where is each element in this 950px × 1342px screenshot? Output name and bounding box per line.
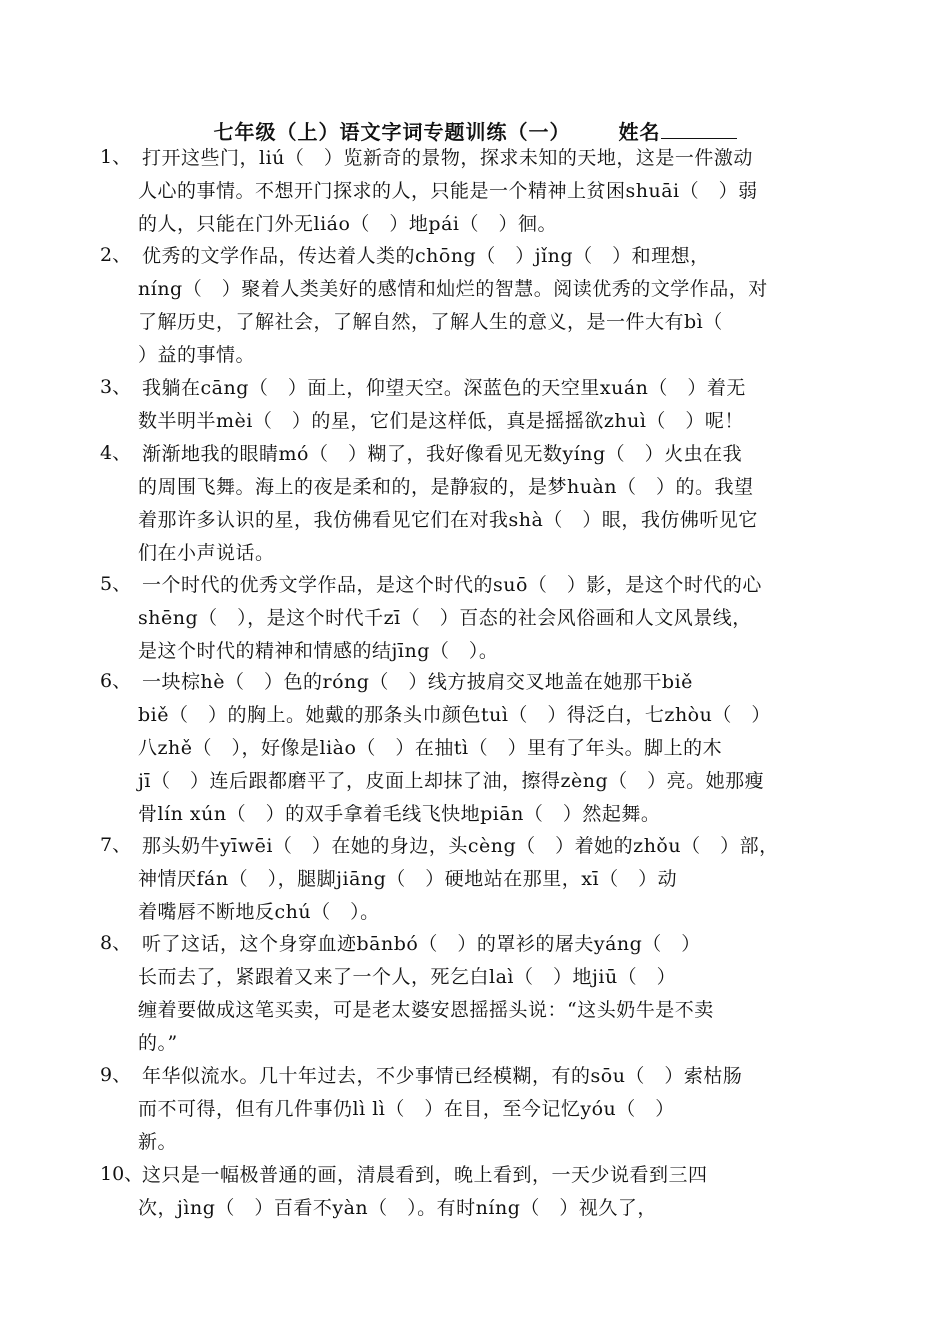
question-item	[100, 438, 860, 570]
question-number: 8、	[100, 932, 132, 954]
question-line: jī（ ）连后跟都磨平了，皮面上却抹了油，擦得zèng（ ）亮。她那瘦	[138, 770, 765, 792]
question-item	[100, 569, 860, 668]
question-number: 9、	[100, 1064, 132, 1086]
question-number: 3、	[100, 376, 132, 398]
name-blank	[661, 120, 737, 139]
question-number: 7、	[100, 834, 132, 856]
question-line: níng（ ）聚着人类美好的感情和灿烂的智慧。阅读优秀的文学作品，对	[138, 278, 768, 300]
question-line: 的周围飞舞。海上的夜是柔和的，是静寂的，是梦huàn（ ）的。我望	[138, 476, 754, 498]
question-item	[100, 1060, 860, 1159]
question-number: 1、	[100, 146, 132, 168]
question-number: 5、	[100, 573, 132, 595]
question-line: 这只是一幅极普通的画，清晨看到，晚上看到，一天少说看到三四	[142, 1164, 708, 1186]
question-line: 优秀的文学作品，传达着人类的chōng（ ）jǐng（ ）和理想，	[142, 245, 710, 267]
name-label: 姓名	[618, 120, 661, 144]
question-line: 而不可得，但有几件事仍lì lì（ ）在目，至今记忆yóu（ ）	[138, 1098, 675, 1120]
question-line: 们在小声说话。	[138, 542, 275, 564]
question-line: 人心的事情。不想开门探求的人，只能是一个精神上贫困shuāi（ ）弱	[138, 180, 758, 202]
page-title	[0, 116, 950, 145]
question-line: 长而去了，紧跟着又来了一个人，死乞白laì（ ）地jiū（ ）	[138, 966, 677, 988]
title-text: 七年级（上）语文字词专题训练（一）	[213, 120, 571, 144]
question-line: 数半明半mèi（ ）的星，它们是这样低，真是摇摇欲zhuì（ ）呢！	[138, 410, 744, 432]
question-line: 听了这话，这个身穿血迹bānbó（ ）的罩衫的屠夫yáng（ ）	[142, 933, 701, 955]
question-line: 的。”	[138, 1032, 178, 1054]
question-line: 神情厌fán（ ），腿脚jiāng（ ）硬地站在那里，xī（ ）动	[138, 868, 678, 890]
question-line: 着那许多认识的星，我仿佛看见它们在对我shà（ ）眼，我仿佛听见它	[138, 509, 758, 531]
question-number: 10、	[100, 1163, 144, 1185]
question-line: 年华似流水。几十年过去，不少事情已经模糊，有的sōu（ ）索枯肠	[142, 1065, 743, 1087]
question-line: 我躺在cāng（ ）面上，仰望天空。深蓝色的天空里xuán（ ）着无	[142, 377, 746, 399]
question-number: 2、	[100, 244, 132, 266]
question-line: 着嘴唇不断地反chú（ ）。	[138, 901, 380, 923]
question-line: shēng（ ），是这个时代千zī（ ）百态的社会风俗画和人文风景线，	[138, 607, 752, 629]
question-line: 骨lín xún（ ）的双手拿着毛线飞快地piān（ ）然起舞。	[138, 803, 661, 825]
question-line: biě（ ）的胸上。她戴的那条头巾颜色tuì（ ）得泛白，七zhòu（ ）	[138, 704, 771, 726]
question-line: 那头奶牛yīwēi（ ）在她的身边，头cèng（ ）着她的zhǒu（ ）部，	[142, 835, 779, 857]
question-line: 次，jìng（ ）百看不yàn（ ）。有时níng（ ）视久了，	[138, 1197, 657, 1219]
question-line: 一个时代的优秀文学作品，是这个时代的suō（ ）影，是这个时代的心	[142, 574, 762, 596]
question-line: 缠着要做成这笔买卖，可是老太婆安恩摇摇头说：“这头奶牛是不卖	[138, 999, 714, 1021]
question-line: 的人，只能在门外无liáo（ ）地pái（ ）徊。	[138, 213, 557, 235]
question-number: 6、	[100, 670, 132, 692]
question-line: ）益的事情。	[138, 344, 256, 366]
question-number: 4、	[100, 442, 132, 464]
question-item	[100, 928, 860, 1060]
question-item	[100, 1159, 860, 1225]
question-item	[100, 240, 860, 372]
question-line: 一块棕hè（ ）色的róng（ ）线方披肩交叉地盖在她那干biě	[142, 671, 693, 693]
question-item	[100, 372, 860, 438]
question-line: 打开这些门，liú（ ）览新奇的景物，探求未知的天地，这是一件激动	[142, 147, 753, 169]
question-line: 了解历史，了解社会，了解自然，了解人生的意义，是一件大有bì（	[138, 311, 723, 333]
question-item	[100, 666, 860, 831]
question-line: 渐渐地我的眼睛mó（ ）糊了，我好像看见无数yíng（ ）火虫在我	[142, 443, 743, 465]
question-line: 新。	[138, 1131, 178, 1153]
question-line: 是这个时代的精神和情感的结jīng（ ）。	[138, 640, 499, 662]
question-item	[100, 830, 860, 929]
question-line: 八zhě（ ），好像是liào（ ）在抽tì（ ）里有了年头。脚上的木	[138, 737, 723, 759]
question-item	[100, 142, 860, 241]
